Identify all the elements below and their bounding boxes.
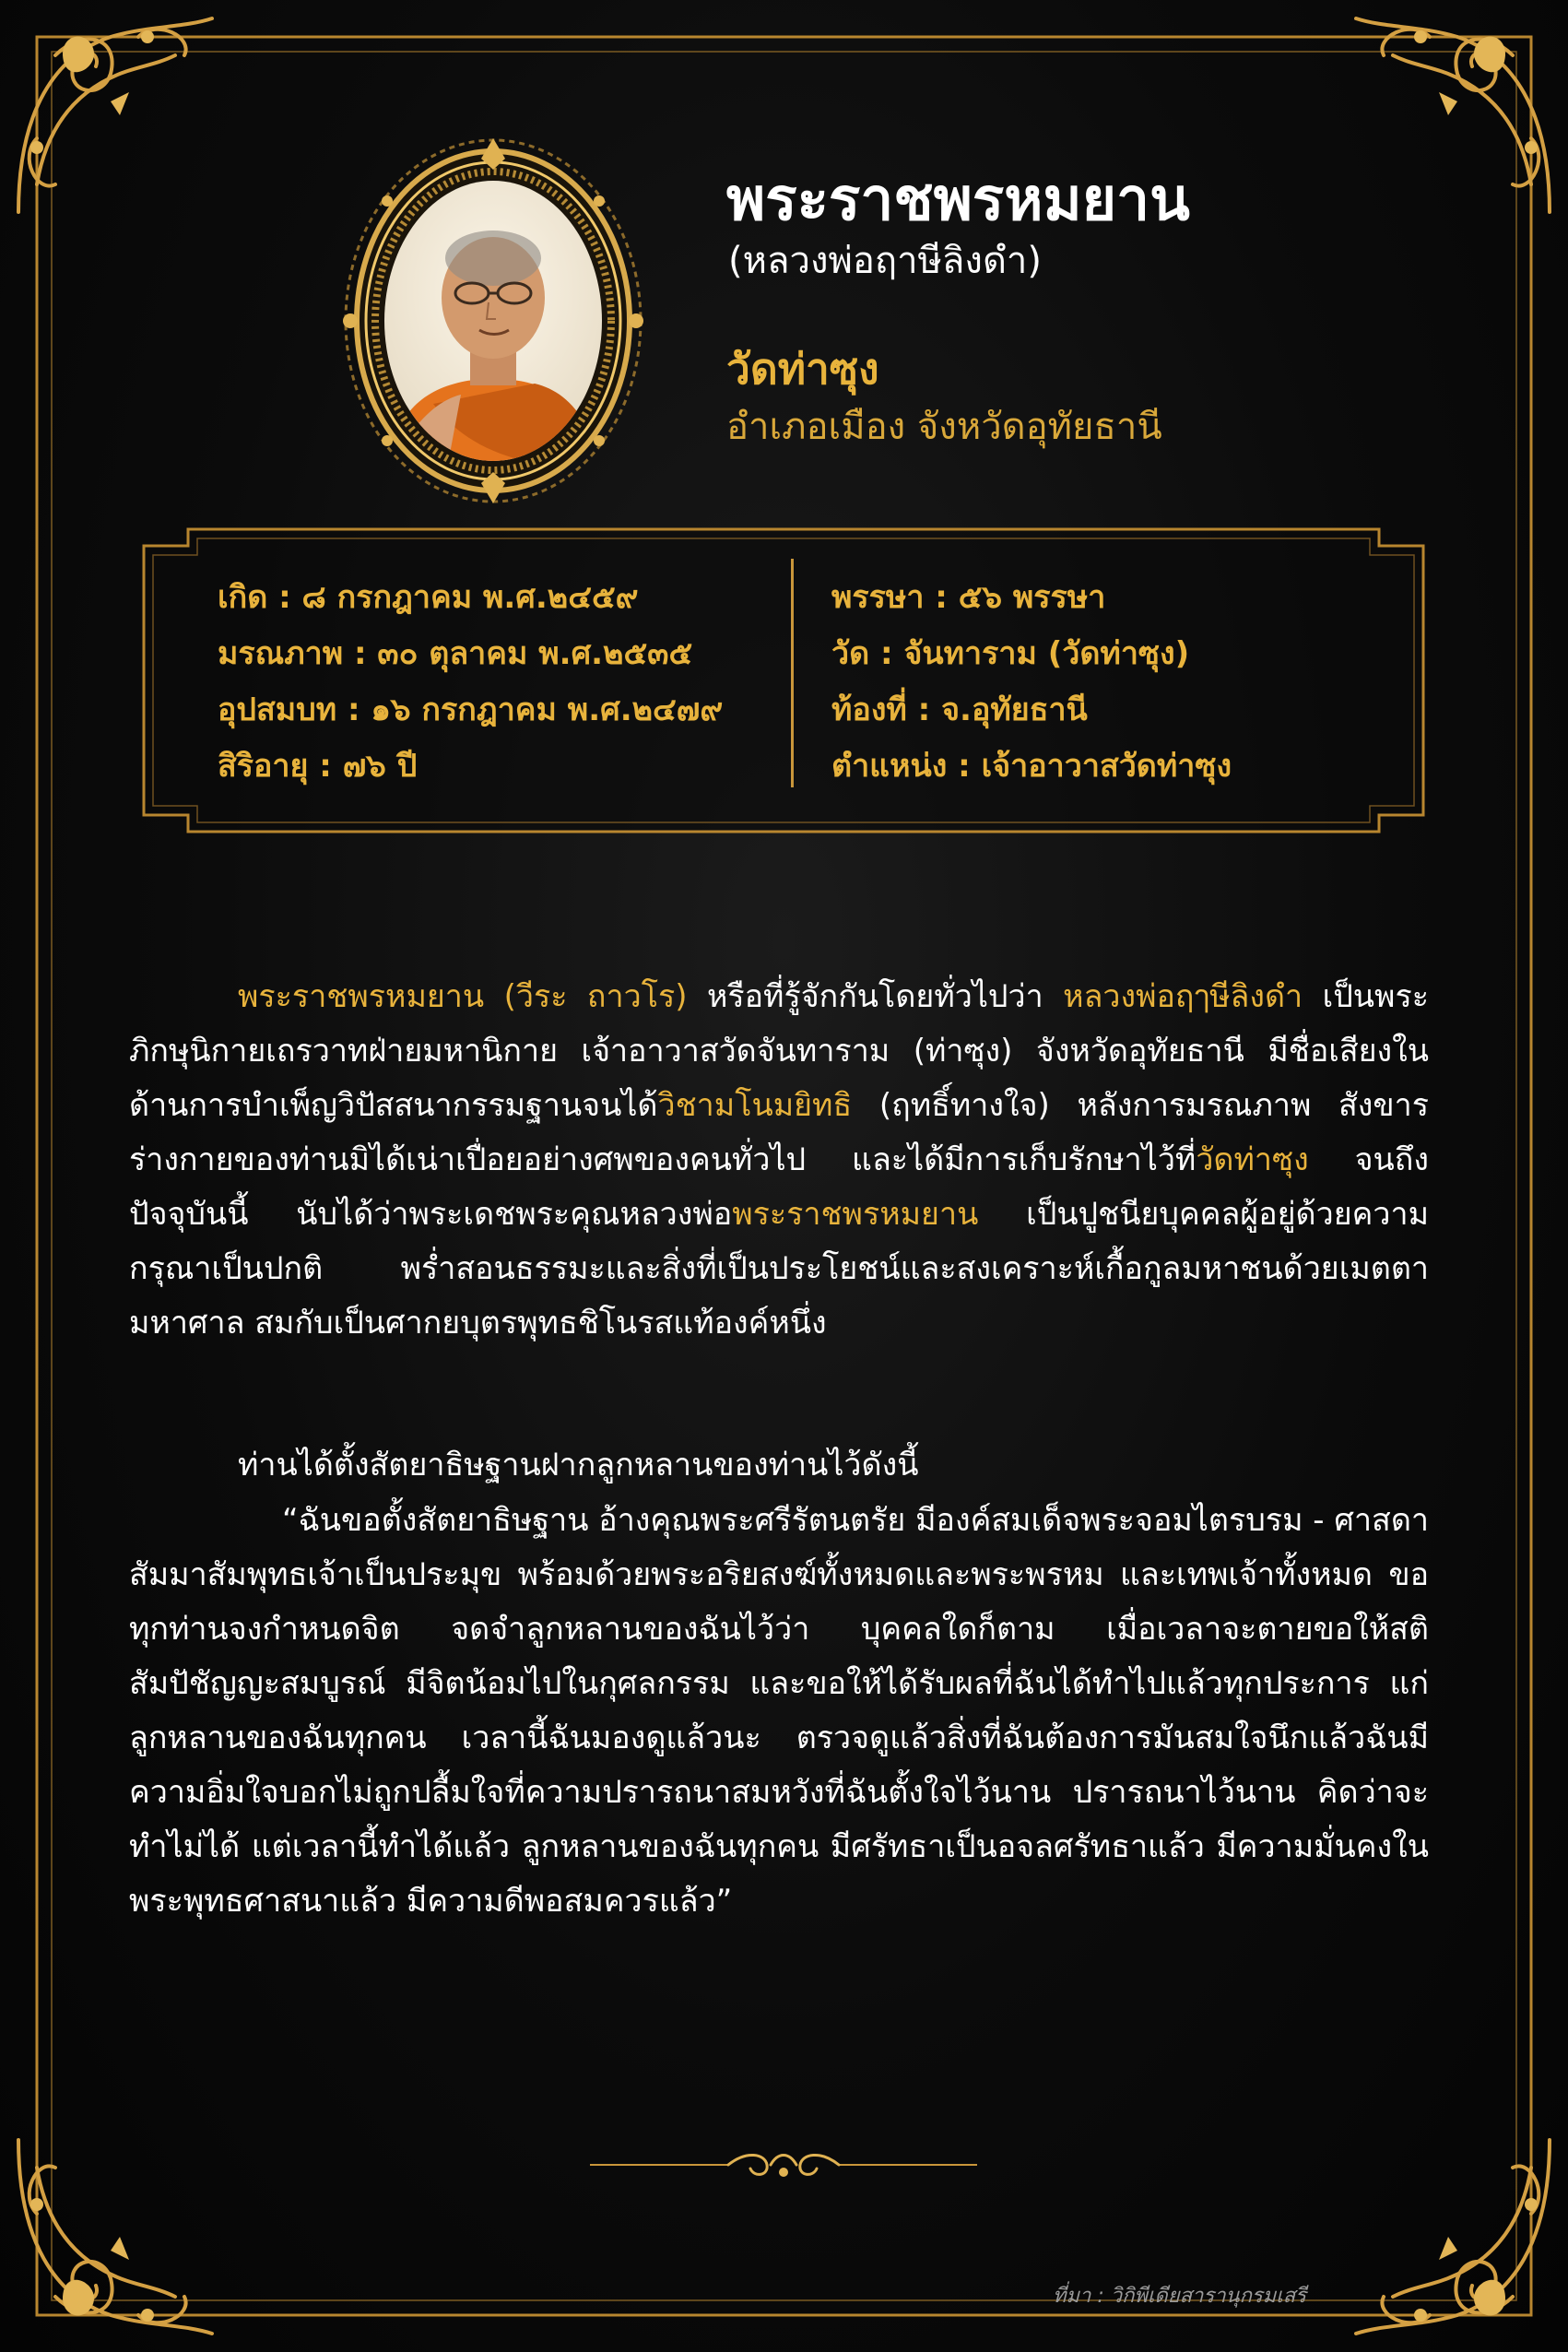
corner-ornament-icon (0, 2122, 230, 2352)
corner-ornament-icon (1338, 2122, 1568, 2352)
paragraph-text: (ฤทธิ์ทางใจ) หลังการมรณภาพ สังขารร่างกายของท่านมิได้เน่าเปื่อยอย่างศพของคนทั่วไป และได้มีการเก็บรักษาไว้ที่ (129, 1087, 1429, 1178)
temple-name: วัดท่าซุง (726, 344, 879, 394)
paragraph-text: จนถึงปัจจุบันนี้ นับได้ว่าพระเดชพระคุณหลวงพ่อ (129, 1141, 1429, 1233)
paragraph-text: เป็นพระภิกษุนิกายเถรวาทฝ่ายมหานิกาย เจ้าอาวาสวัดจันทาราม (ท่าซุง) จังหวัดอุทัยธานี มีชื่อเสียงในด้านการบำเพ็ญวิปัสสนากรรมฐานจนได้ (129, 978, 1429, 1124)
info-right-column (831, 570, 1232, 795)
page-subtitle: (หลวงพ่อฤาษีลิงดำ) (728, 240, 1042, 282)
paragraph-text: เป็นปูชนียบุคคลผู้อยู่ด้วยความกรุณาเป็นปกติ พร่ำสอนธรรมะและสิ่งที่เป็นประโยชน์และสงเคราะห์เกื้อกูลมหาชนด้วยเมตตามหาศาล สมกับเป็นศากยบุตรพุทธชิโนรสแท้องค์หนึ่ง (129, 1196, 1429, 1341)
highlight-name: พระราชพรหมยาน (732, 1196, 979, 1233)
temple-location: อำเภอเมือง จังหวัดอุทัยธานี (726, 406, 1162, 448)
highlight-alias: หลวงพ่อฤๅษีลิงดำ (1063, 978, 1303, 1015)
paragraph-text: หรือที่รู้จักกันโดยทั่วไปว่า (687, 978, 1064, 1015)
info-divider (791, 559, 794, 787)
corner-ornament-icon (0, 0, 230, 230)
info-left-column (218, 570, 723, 795)
info-birth: เกิด : ๘ กรกฎาคม พ.ศ.๒๔๕๙ (218, 579, 639, 616)
info-death: มรณภาพ : ๓๐ ตุลาคม พ.ศ.๒๕๓๕ (218, 635, 693, 672)
info-position: ตำแหน่ง : เจ้าอาวาสวัดท่าซุง (831, 748, 1232, 785)
source-credit: ที่มา : วิกิพีเดียสารานุกรมเสรี (1052, 2285, 1306, 2308)
info-vassa: พรรษา : ๕๖ พรรษา (831, 579, 1106, 616)
page-title: พระราชพรหมยาน (726, 166, 1190, 234)
biography-paragraph (129, 970, 1429, 1351)
monk-portrait (341, 136, 645, 505)
scroll-divider-icon (590, 2145, 977, 2185)
info-temple: วัด : จันทาราม (วัดท่าซุง) (831, 635, 1190, 672)
info-province: ท้องที่ : จ.อุทัยธานี (831, 691, 1088, 728)
info-age: สิริอายุ : ๗๖ ปี (218, 748, 418, 785)
info-ordination: อุปสมบท : ๑๖ กรกฎาคม พ.ศ.๒๔๗๙ (218, 691, 724, 728)
highlight-skill: วิชามโนมยิทธิ (657, 1087, 853, 1124)
corner-ornament-icon (1338, 0, 1568, 230)
highlight-name: พระราชพรหมยาน (วีระ ถาวโร) (238, 978, 688, 1015)
vow-intro: ท่านได้ตั้งสัตยาธิษฐานฝากลูกหลานของท่านไว้ดังนี้ (238, 1447, 919, 1483)
vow-quote: “ฉันขอตั้งสัตยาธิษฐาน อ้างคุณพระศรีรัตนตรัย มีองค์สมเด็จพระจอมไตรบรม - ศาสดาสัมมาสัมพุทธเจ้าเป็นประมุข พร้อมด้วยพระอริยสงฆ์ทั้งหมดและพระพรหม และเทพเจ้าทั้งหมด ขอทุกท่านจงกำหนดจิต จดจำลูกหลานของฉันไว้ว่า บุคคลใดก็ตาม เมื่อเวลาจะตายขอให้สติ สัมปัชัญญะสมบูรณ์ มีจิตน้อมไปในกุศลกรรม และขอให้ได้รับผลที่ฉันได้ทำไปแล้วทุกประการ แก่ลูกหลานของฉันทุกคน เวลานี้ฉันมองดูแล้วนะ ตรวจดูแล้วสิ่งที่ฉันต้องการมันสมใจนึกแล้วฉันมีความอิ่มใจบอกไม่ถูกปลื้มใจที่ความปรารถนาสมหวังที่ฉันตั้งใจไว้นาน ปรารถนาไว้นาน คิดว่าจะทำไม่ได้ แต่เวลานี้ทำได้แล้ว ลูกหลานของฉันทุกคน มีศรัทธาเป็นอจลศรัทธาแล้ว มีความมั่นคงในพระพุทธศาสนาแล้ว มีความดีพอสมควรแล้ว” (129, 1502, 1429, 1920)
highlight-temple: วัดท่าซุง (1196, 1141, 1309, 1178)
